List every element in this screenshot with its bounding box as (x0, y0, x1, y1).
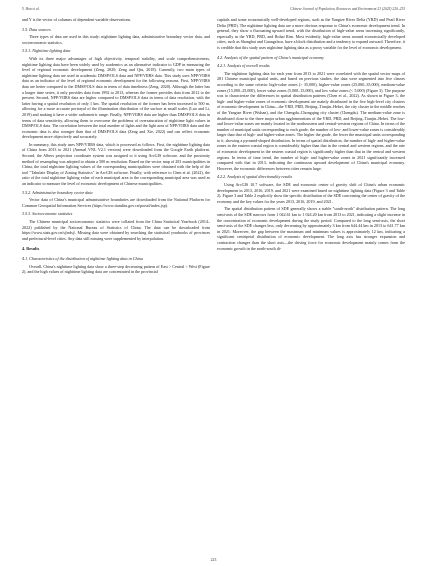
section-4-2-2-paragraph-2: The spatial distribution pattern of SDE generally shows a stable "south-north" distribution pattern. The long semi-axis of the SDE narrows from 1 042.61 km to 1 024.20 km from 2013 to 2021, indicating a slight increase in the concentration of economic development during the study period. Compared to the long semi-axis, the short semi-axis of the SDE changes less, only decreasing by approximately 3 km from 644.44 km in 2013 to 641.77 km in 2021. Moreover, the gap between the maximum and minimum values is approximately 12 km, indicating a significant centripetal distribution of economic development. The long axis has stronger expansion and contraction changes than the short axis—the driving force for economic development mainly comes from the economic growth in the north-south di- (217, 206, 405, 251)
header-authors: Y. Han et al. (22, 7, 40, 11)
section-4-2-1-text: The nighttime lighting data for each year from 2013 to 2021 were correlated with the spatial vector maps of 281 Chinese municipal spatial units, and based on previous studies, the data were segmented into five classes according to the same criteria: high-value zones (> 35,000), higher-value zones (25,000–35,000), medium-value zones (15,000–25,000), lower value zones (5,000–15,000), and low value zones (< 5,000) (Figure 3). The purpose was to characterize the differences in spatial distribution patterns (Chen et al., 2022). As shown in Figure 3, the high- and higher-value zones of economic development are mainly distributed in the five high-level city clusters of economic development in China—the YRD, PRD, Beijing–Tianjin–Hebei, the city cluster in the middle reaches of the Yangtze River (Wuhan), and the Chengdu–Chongqing city cluster (Chengdu). The medium-value zone is distributed close to the three major urban agglomerations of the YRD, PRD, and Beijing–Tianjin–Hebei. The low- and lower-value zones are mainly located in the northeastern and central-western regions of China. In terms of the number of municipal units corresponding to each grade, the number of low- and lower-value zones is considerably larger than that of high- and higher-value zones. The higher the grade, the fewer the municipal units corresponding to it, showing a pyramid-shaped distribution. In terms of spatial distribution, the number of high- and higher-value zones in the eastern coastal region is considerably higher than that in the central and western regions, and the rate of economic development in the eastern coastal region is significantly higher than that in the central and western regions. In terms of time trend, the number of high- and higher-value zones in 2021 significantly increased compared with that in 2013, indicating the continuous upward development of China's municipal economy. However, the economic differences between cities remain large. (217, 70, 405, 171)
right-column (217, 17, 405, 253)
section-3-5-2-title: 3.5.2. Administrative boundary vector data (22, 189, 93, 195)
section-3-5-1-paragraph-1: With its three major advantages of high objectivity, temporal stability, and scale comprehensiveness, nighttime lighting data have been widely used by academics as an alternative indicator to GDP in measuring the level of regional economic development (Zeng, 2020; Zeng and Qiu, 2018). Currently, two main types of nighttime lighting data are used in academia: DMSP/OLS data and NPP/VIIRS data. This study uses NPP/VIIRS data as an indicator of the level of regional economic development for the following reasons. First, NPP/VIIRS data are better compared to the DMSP/OLS data in terms of data timeliness (Zeng, 2020). Although the latter has a longer time series, it only provides data from 1992 to 2013, whereas the former provides data from 2012 to the present. Second, NPP/VIIRS data are higher compared to DMSP/OLS data in terms of data resolution, with the latter having a spatial resolution of only 1 km. The spatial resolution of the former has been increased to 500 m, allowing for a more accurate portrayal of the illumination distribution of the surface at small scales (Luo and Li, 2019) and making it have a wider radiometric range. Finally, NPP/VIIRS data are higher than DMSP/OLS data in terms of data sensitivity, allowing them to overcome the problems of oversaturation of nighttime light values in DMSP/OLS data. The correlation between the total number of lights and the light area of NPP/VIIRS data and the economic data is also stronger than that of DMSP/OLS data (Zeng and Xie, 2022) and can reflect economic development more objectively and accurately. (22, 55, 210, 140)
section-4-2-1-title: 4.2.1. Analysis of overall results (217, 63, 270, 69)
section-3-5-2-text: Vector data of China's municipal administrative boundaries are downloaded from the National Platform for Common Geospatial Information Services (https://www.tianditu.gov.cn/portal/index.jsp). (22, 197, 210, 208)
section-4-1-title: 4.1. Characteristics of the distribution of nighttime lighting data in China (22, 255, 143, 261)
section-4-2-title: 4.2. Analysis of the spatial pattern of China's municipal economy (217, 54, 324, 60)
section-3-5-3-title: 3.5.3. Socioeconomic statistics (22, 211, 73, 217)
intro-paragraph: and Y is the vector of columns of dependent variable observations. (22, 17, 132, 22)
section-3-5-title: 3.5. Data sources (22, 26, 51, 32)
section-4-title: 4. Results (22, 246, 40, 252)
section-4-2-2-title: 4.2.2. Analysis of spatial directionality results (217, 174, 293, 180)
section-3-5-text: Three types of data are used in this study: nighttime lighting data, administrative boundary vector data, and socioeconomic statistics. (22, 34, 210, 45)
section-3-5-1-paragraph-2: In summary, this study uses NPP/VIIRS data, which is processed as follows. First, the nighttime lighting data of China from 2013 to 2021 (Annual VNL V2.1 version) were downloaded from the Google Earth platform. Second, the Albers projection coordinate system was assigned to it using ArcGIS software, and the proximity method of resampling was adopted to obtain a 500 m resolution. Based on the vector map of 281 municipalities in China, the total nighttime lighting values of the corresponding municipalities were obtained with the help of the tool "Tabulate Display of Zoning Statistics" in ArcGIS software. Finally, with reference to Chen et al. (2022), the ratio of the total nighttime lighting value of each municipal area to the corresponding municipal area was used as an indicator to measure the level of economic development of Chinese municipalities. (22, 141, 210, 187)
left-column (22, 17, 210, 277)
header-journal: Chinese Journal of Population, Resources and Environment 23 (2025) 220–235 (290, 7, 405, 11)
page-number: 223 (210, 558, 217, 562)
running-header (22, 7, 405, 15)
section-3-5-3-text: The Chinese municipal socioeconomic statistics were collated from the China Statistical Yearbook (2014–2022) published by the National Bureau of Statistics of China. The data can be downloaded from https://www.stats.gov.cn/sj/ndsj/. Missing data were obtained by searching the statistical yearbooks of provinces and prefectural-level cities. Any data still missing were supplemented by interpolation. (22, 219, 210, 241)
continued-paragraph: capitals and some economically well-developed regions, such as the Yangtze River Delta (YRD) and Pearl River Delta (PRD). The nighttime lighting data are a more obvious response to China's economic development trend. In general, they show a fluctuating upward trend, with the distribution of high-value areas increasing significantly, especially in the YRD, PRD, and Bohai Rim. Most evidently, high-value areas around economically developed cities, such as Shanghai and Guangzhou, have a block distribution and a tendency to expand outward. Therefore, it is credible that this study uses nighttime lighting data as a proxy variable for the level of economic development. (217, 17, 405, 50)
section-3-5-1-title: 3.5.1. Nighttime lighting data (22, 48, 71, 54)
section-4-1-text: Overall, China's nighttime lighting data show a three-step decreasing pattern of East > Central > West (Figure 2), and the high values of nighttime lighting data are concentrated in the provincial (22, 263, 210, 275)
section-4-2-2-paragraph-1: Using ArcGIS 10.7 software, the SDE and economic center of gravity shift of China's urban economic development in 2013, 2016, 2019, and 2021 were examined based on nighttime lighting data (Figure 3 and Table 2). Figure 3 and Table 2 explicitly show the specific distribution of the SDE concerning the center of gravity of the economy and the key values for the years 2013, 2016, 2019, and 2021. (217, 182, 406, 204)
